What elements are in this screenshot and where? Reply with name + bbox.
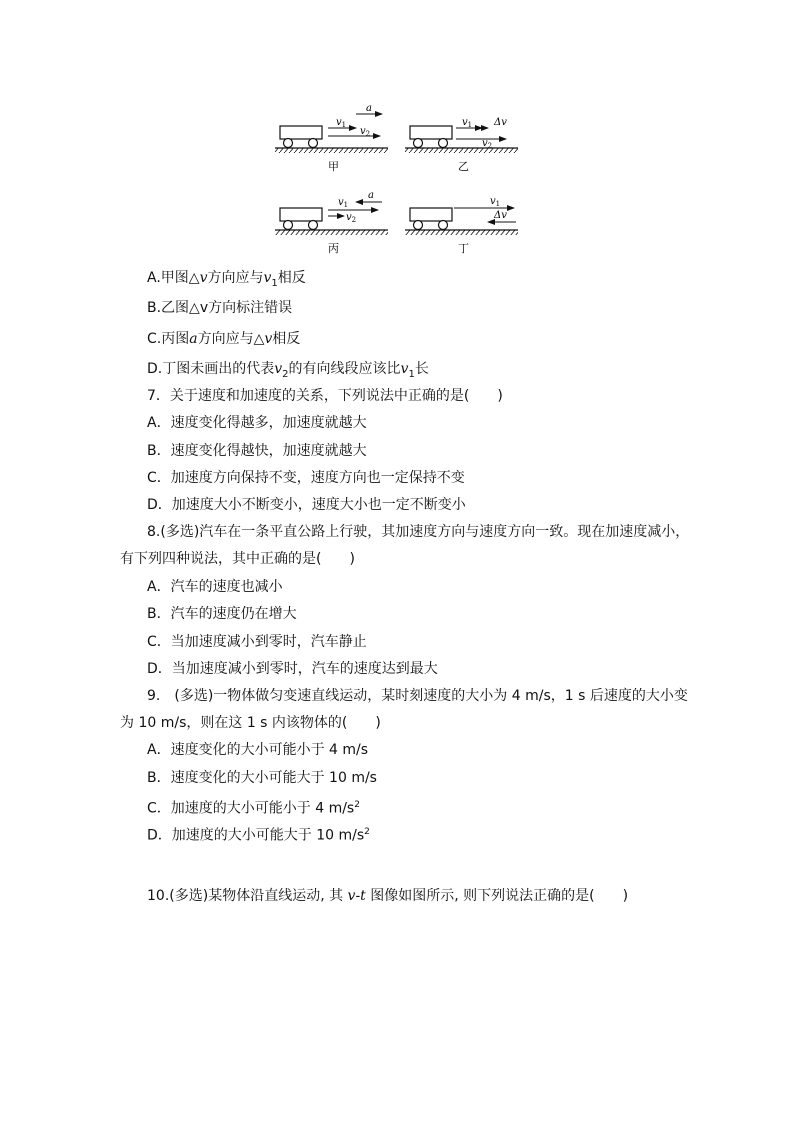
q7-option-c: C．加速度方向保持不变，速度方向也一定保持不变 — [147, 470, 465, 486]
q8-option-d: D．当加速度减小到零时，汽车的速度达到最大 — [147, 661, 438, 677]
q6-option-d: D.丁图未画出的代表$v_2$的有向线段应该比$v_1$长 — [147, 361, 429, 380]
q9-stem-line1: 9. (多选)一物体做匀变速直线运动，某时刻速度的大小为 4 m/s，1 s 后速度的大小变 — [147, 688, 688, 704]
q7-stem: 7．关于速度和加速度的关系，下列说法中正确的是( ) — [147, 388, 503, 404]
q8-stem-line1: 8.(多选)汽车在一条平直公路上行驶，其加速度方向与速度方向一致。现在加速度减小， — [147, 524, 690, 540]
label-a: a — [368, 190, 374, 201]
label-v1: $v_1$ — [336, 117, 347, 129]
label-dv: Δv — [494, 210, 507, 221]
label-v2: $v_2$ — [360, 126, 371, 138]
q9-option-d: D．加速度的大小可能大于 10 $m/s^2$ — [147, 827, 370, 844]
label-v1: $v_1$ — [338, 197, 349, 209]
q6-option-c: C.丙图a方向应与△v相反 — [147, 331, 301, 347]
label-v1: $v_1$ — [490, 196, 501, 208]
q6-option-b: B.乙图△v方向标注错误 — [147, 300, 293, 316]
label-v2: $v_2$ — [482, 138, 493, 150]
label-ding: 丁 — [458, 242, 469, 255]
label-bing: 丙 — [328, 242, 339, 255]
diagram-yi — [405, 117, 518, 173]
q9-option-a: A．速度变化的大小可能小于 4 m/s — [147, 742, 369, 758]
velocity-diagram-figure — [270, 98, 530, 258]
label-v1: $v_1$ — [462, 117, 473, 129]
q9-option-c: C．加速度的大小可能小于 4 $m/s^2$ — [147, 800, 360, 817]
label-v2: $v_2$ — [346, 212, 357, 224]
q6-option-a: A.甲图△v方向应与$v_1$相反 — [147, 270, 306, 289]
q9-stem-line2: 为 10 m/s，则在这 1 s 内该物体的( ) — [120, 715, 381, 731]
label-a: a — [366, 103, 372, 114]
q8-option-b: B．汽车的速度仍在增大 — [147, 606, 297, 622]
q10-stem: 10.(多选)某物体沿直线运动, 其 v-t 图像如图所示, 则下列说法正确的是( ) — [147, 888, 629, 904]
diagram-bing — [275, 190, 388, 255]
label-jia: 甲 — [328, 160, 339, 173]
diagram-ding — [405, 196, 518, 255]
q7-option-d: D．加速度大小不断变小，速度大小也一定不断变小 — [147, 497, 466, 513]
label-yi: 乙 — [458, 160, 469, 173]
q8-option-a: A．汽车的速度也减小 — [147, 579, 283, 595]
q7-option-a: A．速度变化得越多，加速度就越大 — [147, 415, 367, 431]
diagram-jia — [275, 103, 388, 173]
q9-option-b: B．速度变化的大小可能大于 10 m/s — [147, 770, 377, 786]
label-dv: Δv — [494, 117, 507, 128]
q7-option-b: B．速度变化得越快，加速度就越大 — [147, 443, 367, 459]
q8-stem-line2: 有下列四种说法，其中正确的是( ) — [120, 551, 355, 567]
q8-option-c: C．当加速度减小到零时，汽车静止 — [147, 634, 367, 650]
